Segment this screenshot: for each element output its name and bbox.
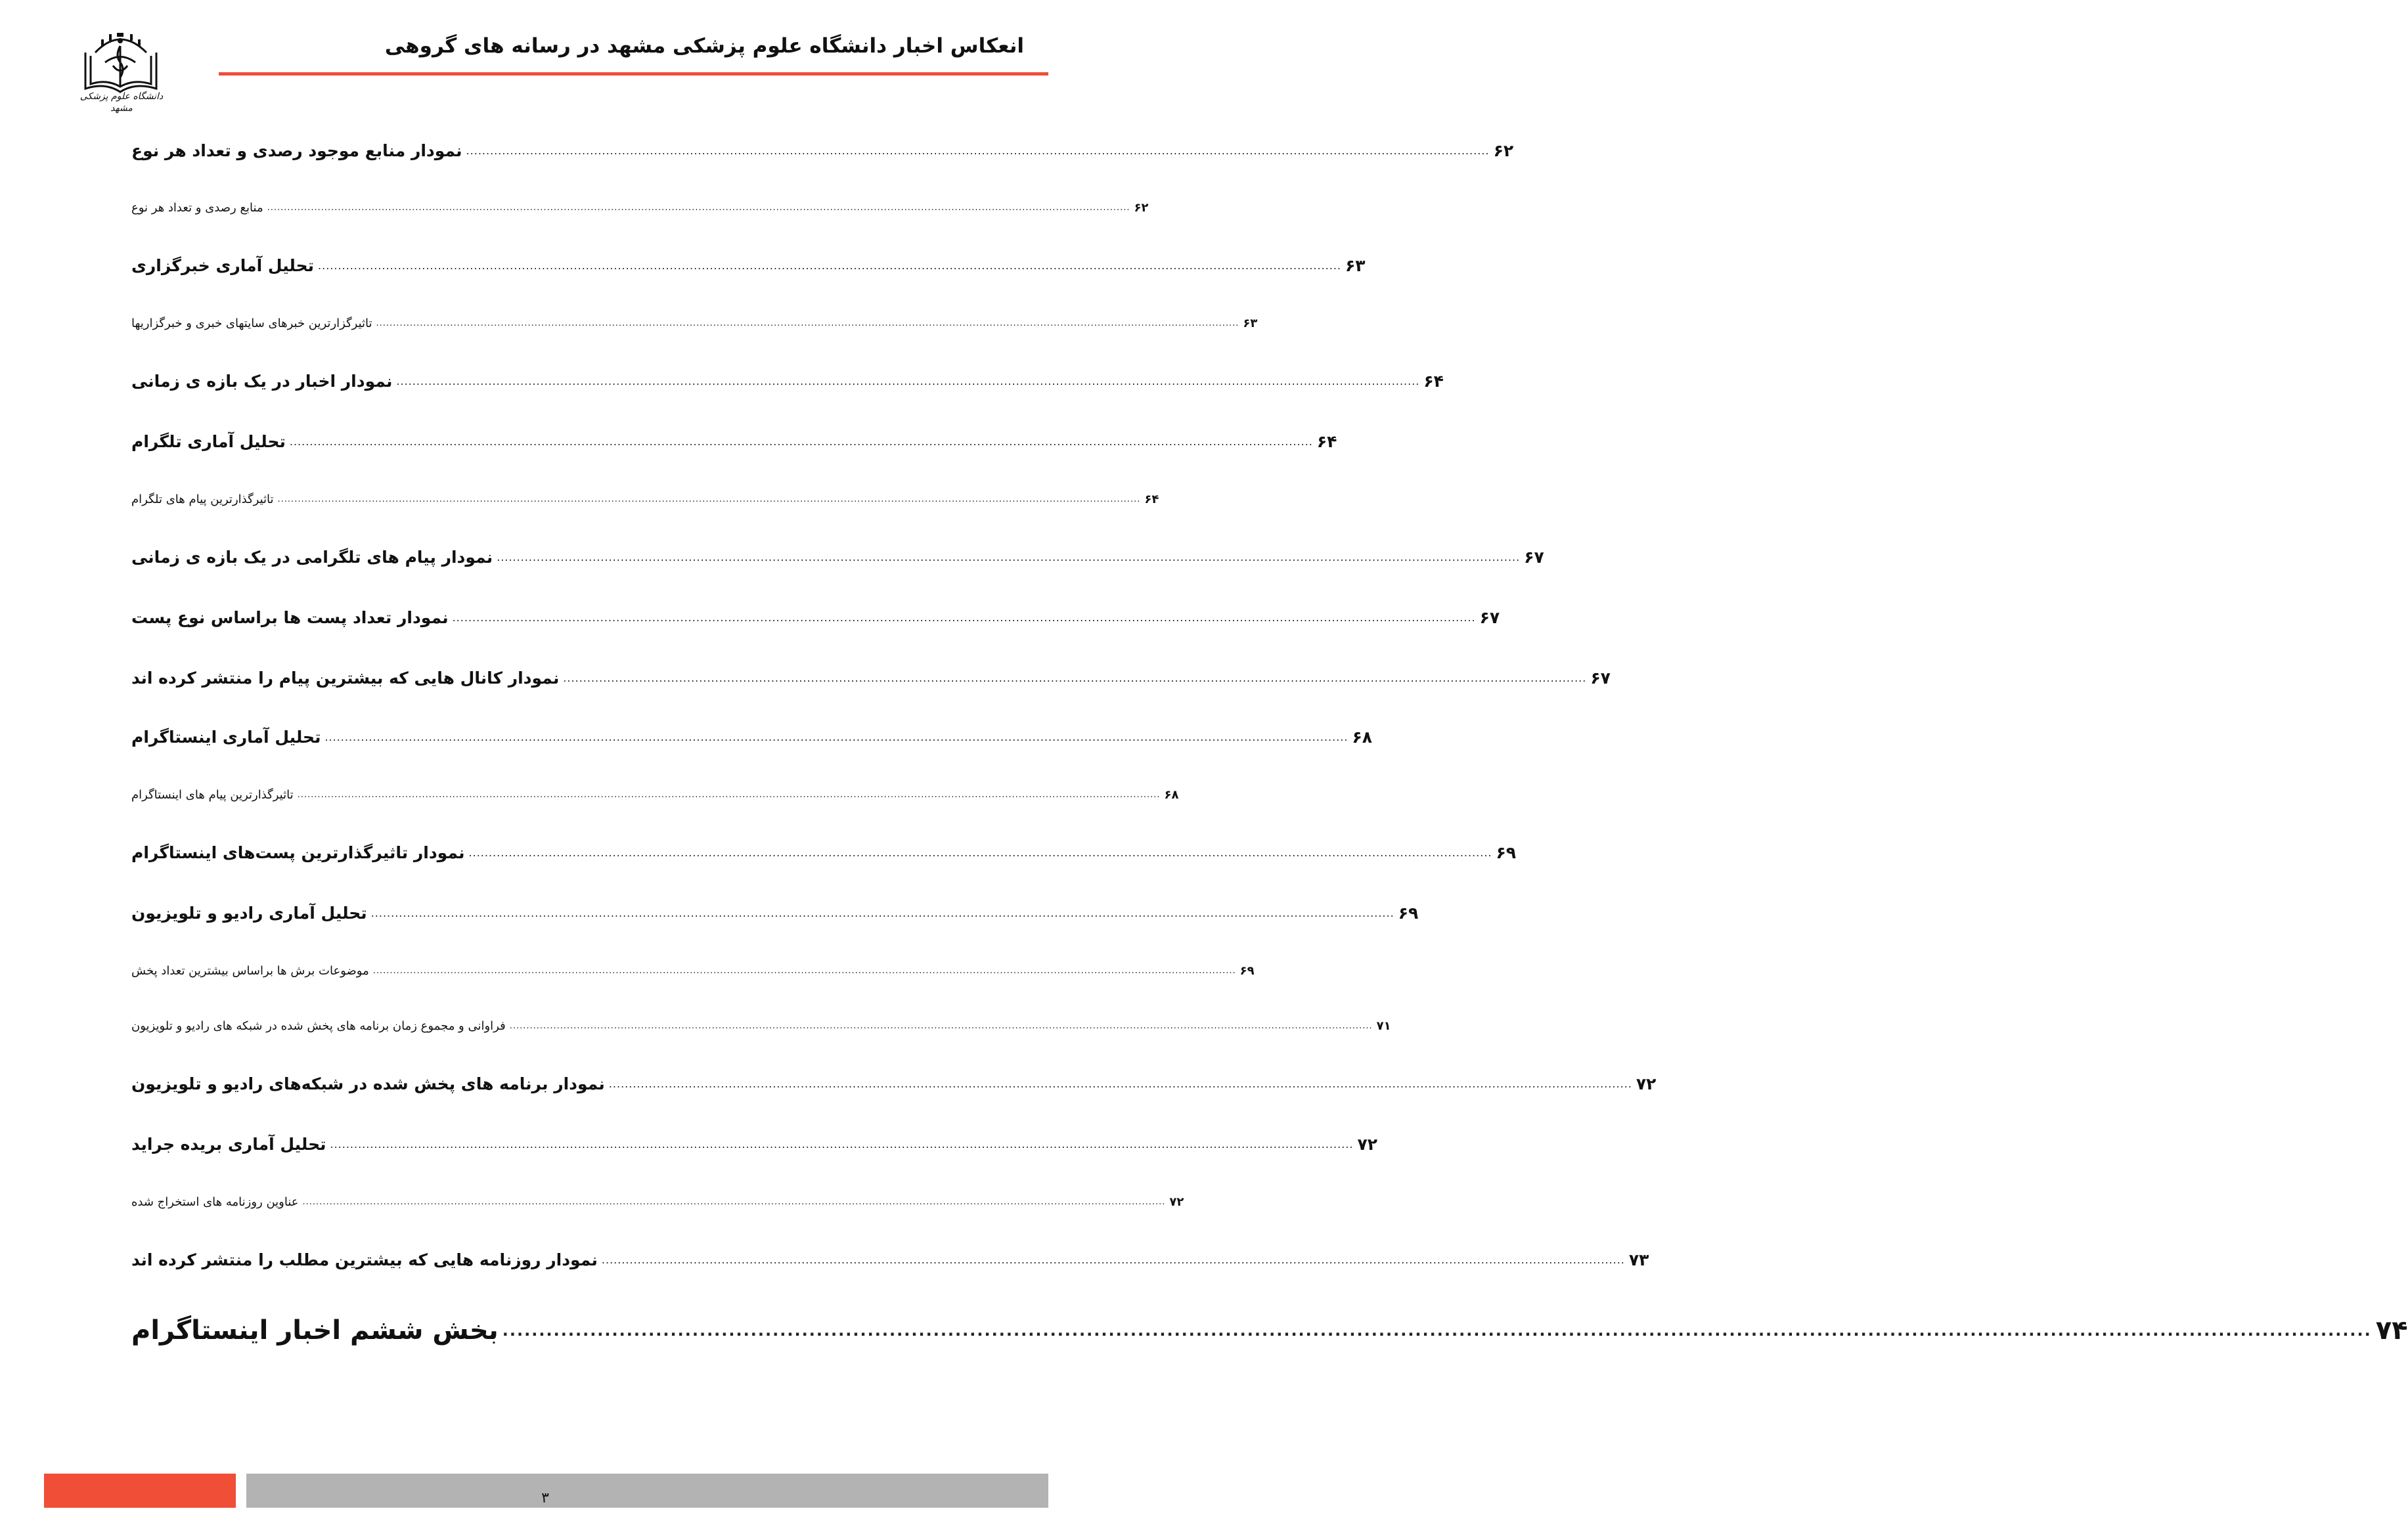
toc-leader: ................................................................................................................................................................................................................................................................ (468, 846, 1492, 859)
toc-entry-title: نمودار تاثیرگذارترین پست‌های اینستاگرام (131, 843, 465, 862)
toc-entry-title: فراوانی و مجموع زمان برنامه های پخش شده در شبکه های رادیو و تلویزیون (131, 1019, 506, 1033)
toc-entry[interactable] (131, 837, 1517, 868)
toc-entry-title: تحلیل آماری رادیو و تلویزیون (131, 903, 367, 923)
toc-entry[interactable] (131, 1244, 1649, 1275)
toc-entry-title: تاثیرگزارترین خبرهای سایتهای خبری و خبرگزاریها (131, 316, 372, 330)
toc-entry-section[interactable] (131, 1311, 2408, 1350)
toc-entry[interactable] (131, 426, 1337, 457)
toc-leader: ................................................................................................................................................................................................................................................................ (608, 1077, 1632, 1090)
toc-entry-page: ۶۴ (1316, 431, 1337, 451)
toc-entry[interactable] (131, 307, 1258, 339)
toc-entry-page: ۶۹ (1496, 843, 1517, 862)
toc-entry-title: نمودار تعداد پست ها براساس نوع پست (131, 607, 449, 627)
toc-leader: ................................................................................................................................................................................................................................................................ (396, 374, 1420, 387)
toc-entry[interactable] (131, 192, 1149, 223)
toc-entry-title: عناوین روزنامه های استخراج شده (131, 1195, 299, 1209)
footer-red-bar (44, 1474, 236, 1508)
toc-entry-page: ۶۳ (1243, 316, 1258, 330)
toc-entry-page: ۷۴ (2375, 1315, 2408, 1346)
toc-entry[interactable] (131, 365, 1444, 397)
toc-entry[interactable] (131, 541, 1544, 573)
toc-entry[interactable] (131, 955, 1255, 986)
toc-leader: ................................................................................................................................................................................................................................................................ (563, 671, 1587, 684)
toc-entry-page: ۶۹ (1398, 903, 1419, 923)
toc-leader: ................................................................................................................................................................................................................................................................ (452, 611, 1476, 624)
toc-leader: ................................................................................................................................................................................................................................................................ (289, 435, 1313, 448)
toc-entry[interactable] (131, 135, 1514, 166)
toc-leader: ................................................................................................................................................................................................................................................................ (318, 259, 1342, 272)
toc-entry[interactable] (131, 779, 1179, 810)
toc-entry-title: تحلیل آماری بریده جراید (131, 1134, 326, 1154)
toc-entry-page: ۷۲ (1169, 1195, 1184, 1209)
toc-entry-page: ۶۲ (1493, 141, 1514, 160)
toc-entry[interactable] (131, 897, 1419, 929)
toc-entry-title: نمودار برنامه های پخش شده در شبکه‌های رادیو و تلویزیون (131, 1074, 605, 1093)
toc-entry-page: ۶۷ (1524, 547, 1544, 567)
toc-entry-page: ۶۸ (1352, 727, 1372, 747)
toc-leader: ................................................................................................................................................................................................................................................................ (267, 202, 1130, 213)
toc-leader: ................................................................................................................................................................................................................................................................ (509, 1020, 1373, 1031)
toc-entry[interactable] (131, 602, 1500, 633)
toc-entry-title: بخش ششم اخبار اینستاگرام (131, 1315, 499, 1346)
toc-leader: ................................................................................................................................................................................................................................................................ (376, 318, 1239, 328)
toc-entry[interactable] (131, 483, 1159, 515)
toc-leader: ................................................................................................................................................................................................................................................................ (502, 1321, 2372, 1340)
toc-leader: ................................................................................................................................................................................................................................................................ (297, 789, 1161, 800)
toc-entry-title: نمودار اخبار در یک بازه ی زمانی (131, 371, 393, 391)
toc-entry-title: تاثیرگذارترین پیام های تلگرام (131, 492, 274, 506)
toc-entry-page: ۶۳ (1345, 255, 1366, 275)
toc-entry-page: ۷۱ (1376, 1019, 1391, 1033)
toc-leader: ................................................................................................................................................................................................................................................................ (370, 906, 1394, 919)
toc-leader: ................................................................................................................................................................................................................................................................ (330, 1137, 1354, 1151)
toc-entry[interactable] (131, 1068, 1657, 1099)
page-number: ۳ (541, 1490, 549, 1506)
toc-entry[interactable] (131, 721, 1372, 753)
toc-entry-title: تحلیل آماری خبرگزاری (131, 255, 315, 275)
toc-leader: ................................................................................................................................................................................................................................................................ (277, 494, 1141, 504)
document-header-title: انعکاس اخبار دانشگاه علوم پزشکی مشهد در رسانه های گروهی (384, 34, 1024, 58)
toc-entry-page: ۷۳ (1628, 1250, 1649, 1269)
logo-caption: دانشگاه علوم پزشکی مشهد (79, 91, 164, 114)
toc-leader: ................................................................................................................................................................................................................................................................ (497, 550, 1521, 563)
toc-entry-title: نمودار پیام های تلگرامی در یک بازه ی زمانی (131, 547, 493, 567)
toc-entry[interactable] (131, 1010, 1391, 1042)
toc-entry[interactable] (131, 662, 1611, 693)
toc-entry-page: ۷۲ (1357, 1134, 1378, 1154)
toc-leader: ................................................................................................................................................................................................................................................................ (601, 1253, 1625, 1266)
toc-entry-title: نمودار روزنامه هایی که بیشترین مطلب را منتشر کرده اند (131, 1250, 598, 1269)
toc-leader: ................................................................................................................................................................................................................................................................ (372, 965, 1236, 976)
toc-leader: ................................................................................................................................................................................................................................................................ (324, 730, 1349, 743)
toc-entry[interactable] (131, 250, 1366, 281)
toc-entry-page: ۶۹ (1239, 963, 1255, 978)
toc-entry-title: تحلیل آماری اینستاگرام (131, 727, 321, 747)
toc-entry-title: تاثیرگذارترین پیام های اینستاگرام (131, 787, 294, 802)
toc-entry-page: ۶۲ (1134, 200, 1149, 215)
toc-entry-title: تحلیل آماری تلگرام (131, 431, 286, 451)
toc-entry-page: ۶۴ (1144, 492, 1159, 506)
toc-leader: ................................................................................................................................................................................................................................................................ (302, 1196, 1166, 1207)
toc-entry[interactable] (131, 1128, 1378, 1160)
toc-entry-title: نمودار منابع موجود رصدی و تعداد هر نوع (131, 141, 462, 160)
toc-entry-page: ۶۷ (1479, 607, 1500, 627)
toc-entry-title: موضوعات برش ها براساس بیشترین تعداد پخش (131, 963, 369, 978)
toc-entry-title: منابع رصدی و تعداد هر نوع (131, 200, 263, 215)
toc-entry-page: ۶۷ (1590, 668, 1611, 688)
toc-entry-page: ۶۸ (1164, 787, 1179, 802)
toc-leader: ................................................................................................................................................................................................................................................................ (466, 144, 1490, 157)
footer-gray-bar (246, 1474, 1048, 1508)
toc-entry[interactable] (131, 1186, 1184, 1218)
toc-entry-page: ۷۲ (1636, 1074, 1657, 1093)
toc-entry-title: نمودار کانال هایی که بیشترین پیام را منتشر کرده اند (131, 668, 560, 688)
toc-entry-page: ۶۴ (1423, 371, 1444, 391)
